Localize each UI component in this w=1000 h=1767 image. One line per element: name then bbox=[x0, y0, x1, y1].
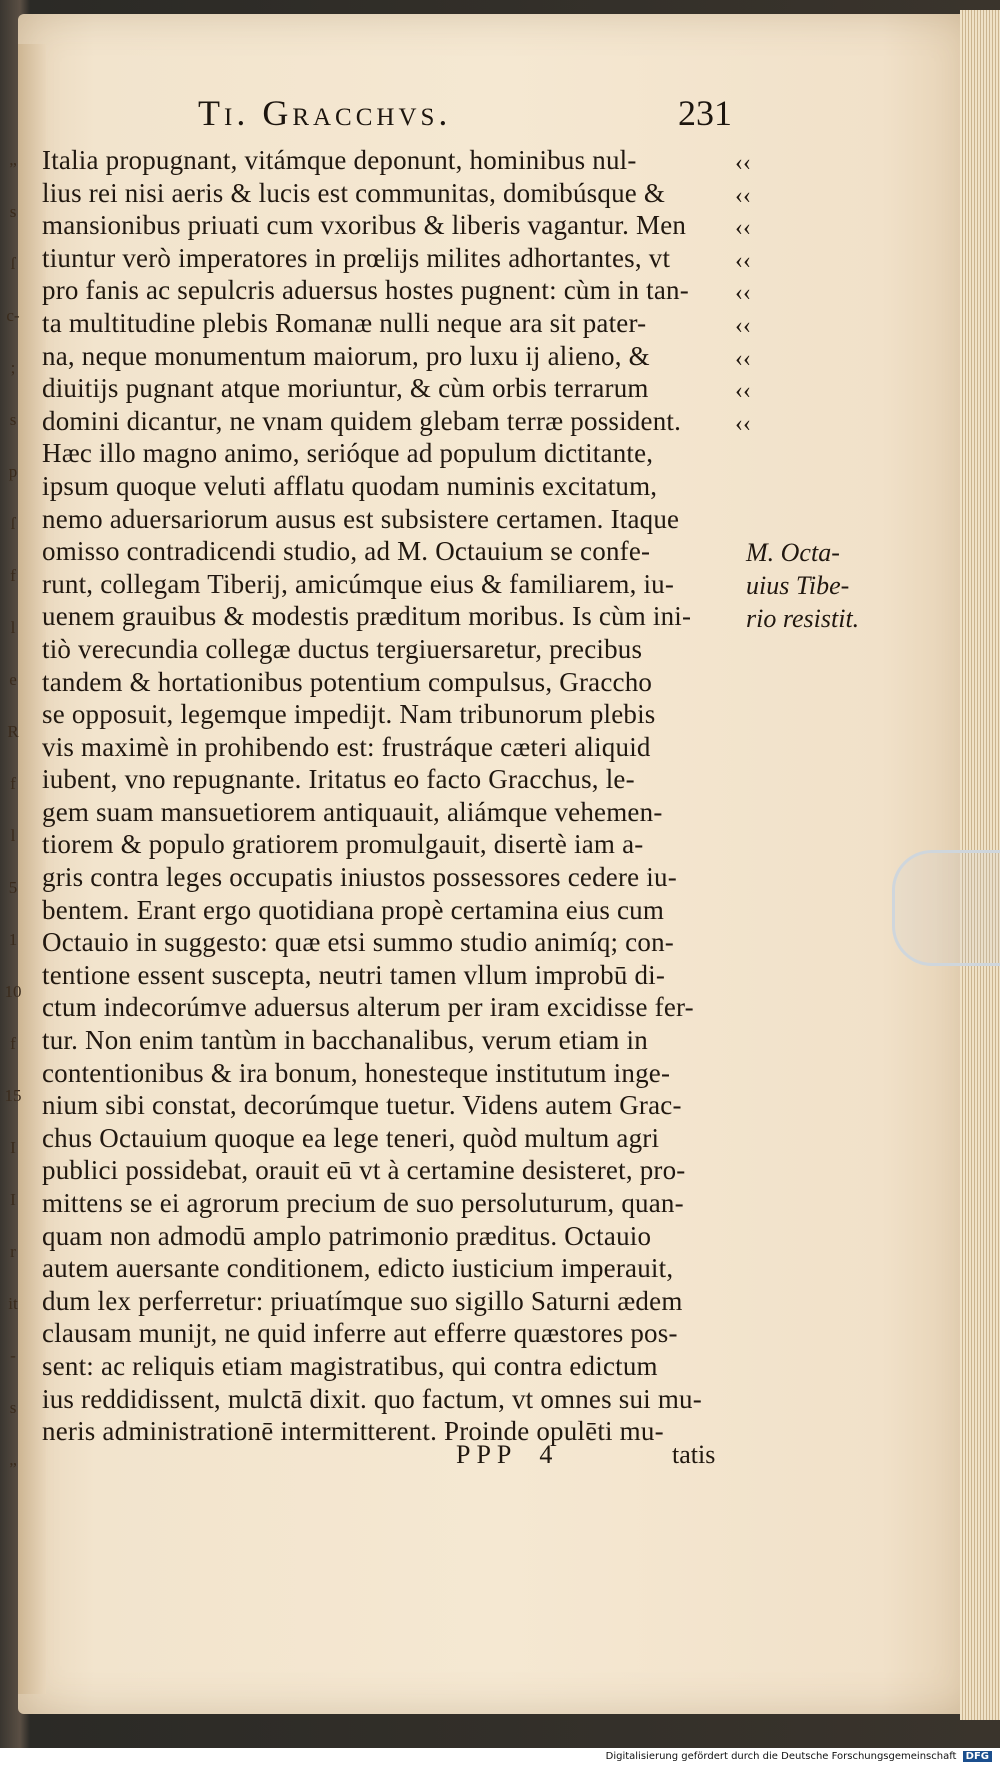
gutter-mark: R bbox=[7, 722, 19, 741]
text-line bbox=[42, 275, 742, 308]
quote-mark: ‹‹ bbox=[735, 247, 751, 274]
text-line bbox=[42, 243, 742, 276]
text-line bbox=[42, 1188, 742, 1221]
text-line-content: nemo aduersariorum ausus est subsistere certamen. Itaque bbox=[42, 503, 680, 534]
text-line bbox=[42, 1318, 742, 1351]
text-line-content: iubent, vno repugnante. Iritatus eo facto Gracchus, le- bbox=[42, 764, 635, 795]
text-line-content: gem suam mansuetiorem antiquauit, aliámque vehemen- bbox=[42, 796, 663, 827]
gutter-mark: it bbox=[8, 1294, 18, 1313]
text-line-content: Hæc illo magno animo, serióque ad populum dictitante, bbox=[42, 438, 654, 469]
gutter-mark: f bbox=[10, 566, 16, 585]
credit-text: Digitalisierung gefördert durch die Deutsche Forschungsgemeinschaft bbox=[605, 1751, 957, 1762]
digitization-credit bbox=[606, 1751, 992, 1762]
page-number: 231 bbox=[678, 93, 732, 133]
catchword: tatis bbox=[672, 1440, 716, 1469]
text-line-content: sent: ac reliquis etiam magistratibus, qui contra edictum bbox=[42, 1350, 658, 1381]
text-line-content: mansionibus priuati cum vxoribus & liberis vagantur. Men bbox=[42, 210, 687, 241]
text-line-content: na, neque monumentum maiorum, pro luxu ij alieno, & bbox=[42, 340, 650, 371]
text-line bbox=[42, 862, 742, 895]
text-line-content: ius reddidissent, mulctā dixit. quo factum, vt omnes sui mu- bbox=[42, 1383, 702, 1414]
gutter-mark: s bbox=[9, 410, 17, 429]
text-line-content: gris contra leges occupatis iniustos possessores cedere iu- bbox=[42, 862, 677, 893]
text-line bbox=[42, 308, 742, 341]
gutter-mark: e bbox=[9, 670, 17, 689]
text-line bbox=[42, 1286, 742, 1319]
text-line bbox=[42, 1058, 742, 1091]
text-line-content: diuitijs pugnant atque moriuntur, & cùm orbis terrarum bbox=[42, 373, 649, 404]
gutter-mark: 5 bbox=[8, 878, 18, 897]
text-line bbox=[42, 732, 742, 765]
marginal-note-line: uius Tibe- bbox=[746, 571, 850, 600]
marginal-note-line: rio resistit. bbox=[746, 604, 860, 633]
text-line bbox=[42, 1384, 742, 1417]
quote-mark: ‹‹ bbox=[735, 345, 751, 372]
gutter-mark: p bbox=[8, 462, 18, 481]
quote-mark: ‹‹ bbox=[735, 410, 751, 437]
text-line bbox=[42, 1221, 742, 1254]
text-line bbox=[42, 797, 742, 830]
text-line-content: nium sibi constat, decorúmque tuetur. Videns autem Grac- bbox=[42, 1090, 682, 1121]
text-line bbox=[42, 471, 742, 504]
text-line bbox=[42, 1090, 742, 1123]
text-line bbox=[42, 829, 742, 862]
text-line-content: ta multitudine plebis Romanæ nulli neque ara sit pater- bbox=[42, 307, 647, 338]
gutter-mark: l bbox=[10, 618, 16, 637]
text-line bbox=[42, 1416, 742, 1449]
text-line bbox=[42, 1351, 742, 1384]
text-line-content: pro fanis ac sepulcris aduersus hostes pugnent: cùm in tan- bbox=[42, 275, 689, 306]
gutter-mark: s bbox=[9, 202, 17, 221]
marginal-note-line: M. Octa- bbox=[746, 538, 840, 567]
gutter-mark: - bbox=[10, 1346, 16, 1365]
gutter-mark: r bbox=[10, 1242, 16, 1261]
gutter-mark: f bbox=[10, 774, 16, 793]
quote-mark: ‹‹ bbox=[735, 378, 751, 405]
gutter-mark: s bbox=[9, 1398, 17, 1417]
gutter-mark: ; bbox=[10, 358, 16, 377]
text-line-content: publici possidebat, orauit eū vt à certamine desisteret, pro- bbox=[42, 1155, 686, 1186]
text-line bbox=[42, 927, 742, 960]
gutter-mark: l bbox=[10, 826, 16, 845]
text-line-content: vis maximè in prohibendo est: frustráque cæteri aliquid bbox=[42, 731, 651, 762]
text-line-content: Octauio in suggesto: quæ etsi summo studio animíq; con- bbox=[42, 927, 674, 958]
text-line-content: lius rei nisi aeris & lucis est communitas, domibúsque & bbox=[42, 177, 666, 208]
quote-mark: ‹‹ bbox=[735, 150, 751, 176]
signature-number: 4 bbox=[539, 1440, 553, 1469]
text-line bbox=[42, 438, 742, 471]
text-line bbox=[42, 699, 742, 732]
text-line bbox=[42, 145, 742, 178]
body-text bbox=[42, 145, 742, 1449]
running-head: Ti. Gracchvs. bbox=[198, 93, 452, 133]
gutter-mark: „ bbox=[9, 1450, 17, 1469]
gutter-mark: c- bbox=[6, 306, 20, 325]
text-line-content: chus Octauium quoque ea lege teneri, quòd multum agri bbox=[42, 1122, 660, 1153]
text-line-content: contentionibus & ira bonum, honesteque institutum inge- bbox=[42, 1057, 671, 1088]
gutter-mark: I bbox=[10, 1138, 16, 1157]
text-line bbox=[42, 895, 742, 928]
text-line-content: bentem. Erant ergo quotidiana propè certamina eius cum bbox=[42, 894, 665, 925]
gutter-mark: 15 bbox=[4, 1086, 22, 1105]
marginal-note bbox=[746, 536, 886, 635]
text-line bbox=[42, 1123, 742, 1156]
text-line-content: clausam munijt, ne quid inferre aut efferre quæstores pos- bbox=[42, 1318, 678, 1349]
page-clip bbox=[892, 850, 1000, 966]
gutter-mark: I bbox=[10, 1190, 16, 1209]
quote-mark: ‹‹ bbox=[735, 313, 751, 339]
text-line bbox=[42, 667, 742, 700]
text-line bbox=[42, 178, 742, 211]
text-line-content: domini dicantur, ne vnam quidem glebam terræ possident. bbox=[42, 405, 682, 436]
text-line-content: ctum indecorúmve aduersus alterum per iram excidisse fer- bbox=[42, 992, 694, 1023]
signature-mark bbox=[456, 1440, 552, 1470]
text-line bbox=[42, 601, 742, 634]
gutter-mark: „ bbox=[9, 150, 17, 169]
text-line bbox=[42, 1025, 742, 1058]
text-line bbox=[42, 1253, 742, 1286]
quote-mark: ‹‹ bbox=[735, 182, 751, 209]
text-line-content: quam non admodū amplo patrimonio præditus. Octauio bbox=[42, 1220, 652, 1251]
text-line bbox=[42, 764, 742, 797]
text-line bbox=[42, 992, 742, 1025]
text-line-content: tentione essent suscepta, neutri tamen vllum improbū di- bbox=[42, 959, 666, 990]
gutter-mark: ſ bbox=[10, 514, 16, 533]
text-line-content: omisso contradicendi studio, ad M. Octauium se confe- bbox=[42, 536, 651, 567]
text-line-content: uenem grauibus & modestis præditum moribus. Is cùm ini- bbox=[42, 601, 692, 632]
text-line-content: autem auersante conditionem, edicto iusticium imperauit, bbox=[42, 1253, 674, 1284]
text-line-content: runt, collegam Tiberij, amicúmque eius & familiarem, iu- bbox=[42, 568, 675, 599]
gutter-mark: 1 bbox=[8, 930, 18, 949]
gutter-mark: ſ bbox=[10, 254, 16, 273]
text-line bbox=[42, 1155, 742, 1188]
gutter-mark: f bbox=[10, 1034, 16, 1053]
text-line bbox=[42, 960, 742, 993]
quote-mark: ‹‹ bbox=[735, 215, 751, 242]
text-line bbox=[42, 406, 742, 439]
dfg-logo: DFG bbox=[963, 1751, 992, 1762]
text-line bbox=[42, 210, 742, 243]
text-line-content: ipsum quoque veluti afflatu quodam numinis excitatum, bbox=[42, 470, 658, 501]
text-line-content: se opposuit, legemque impedijt. Nam tribunorum plebis bbox=[42, 699, 656, 730]
text-line-content: tiò verecundia collegæ ductus tergiuersaretur, precibus bbox=[42, 633, 643, 664]
text-line-content: tiorem & populo gratiorem promulgauit, disertè iam a- bbox=[42, 829, 644, 860]
text-line-content: dum lex perferretur: priuatímque suo sigillo Saturni ædem bbox=[42, 1285, 683, 1316]
text-line bbox=[42, 504, 742, 537]
text-line bbox=[42, 569, 742, 602]
text-line bbox=[42, 373, 742, 406]
gutter-mark: 10 bbox=[4, 982, 22, 1001]
text-line-content: tiuntur verò imperatores in prœlijs milites adhortantes, vt bbox=[42, 242, 671, 273]
signature-letters: PPP bbox=[456, 1440, 518, 1469]
text-line bbox=[42, 536, 742, 569]
text-line-content: mittens se ei agrorum precium de suo persoluturum, quan- bbox=[42, 1188, 684, 1218]
quote-mark: ‹‹ bbox=[735, 280, 751, 307]
text-line-content: tandem & hortationibus potentium compulsus, Graccho bbox=[42, 666, 653, 697]
text-line bbox=[42, 341, 742, 374]
text-line-content: neris administrationē intermitterent. Proinde opulēti mu- bbox=[42, 1416, 664, 1447]
text-line-content: Italia propugnant, vitámque deponunt, hominibus nul- bbox=[42, 145, 637, 175]
text-line-content: tur. Non enim tantùm in bacchanalibus, verum etiam in bbox=[42, 1025, 648, 1056]
text-line bbox=[42, 634, 742, 667]
